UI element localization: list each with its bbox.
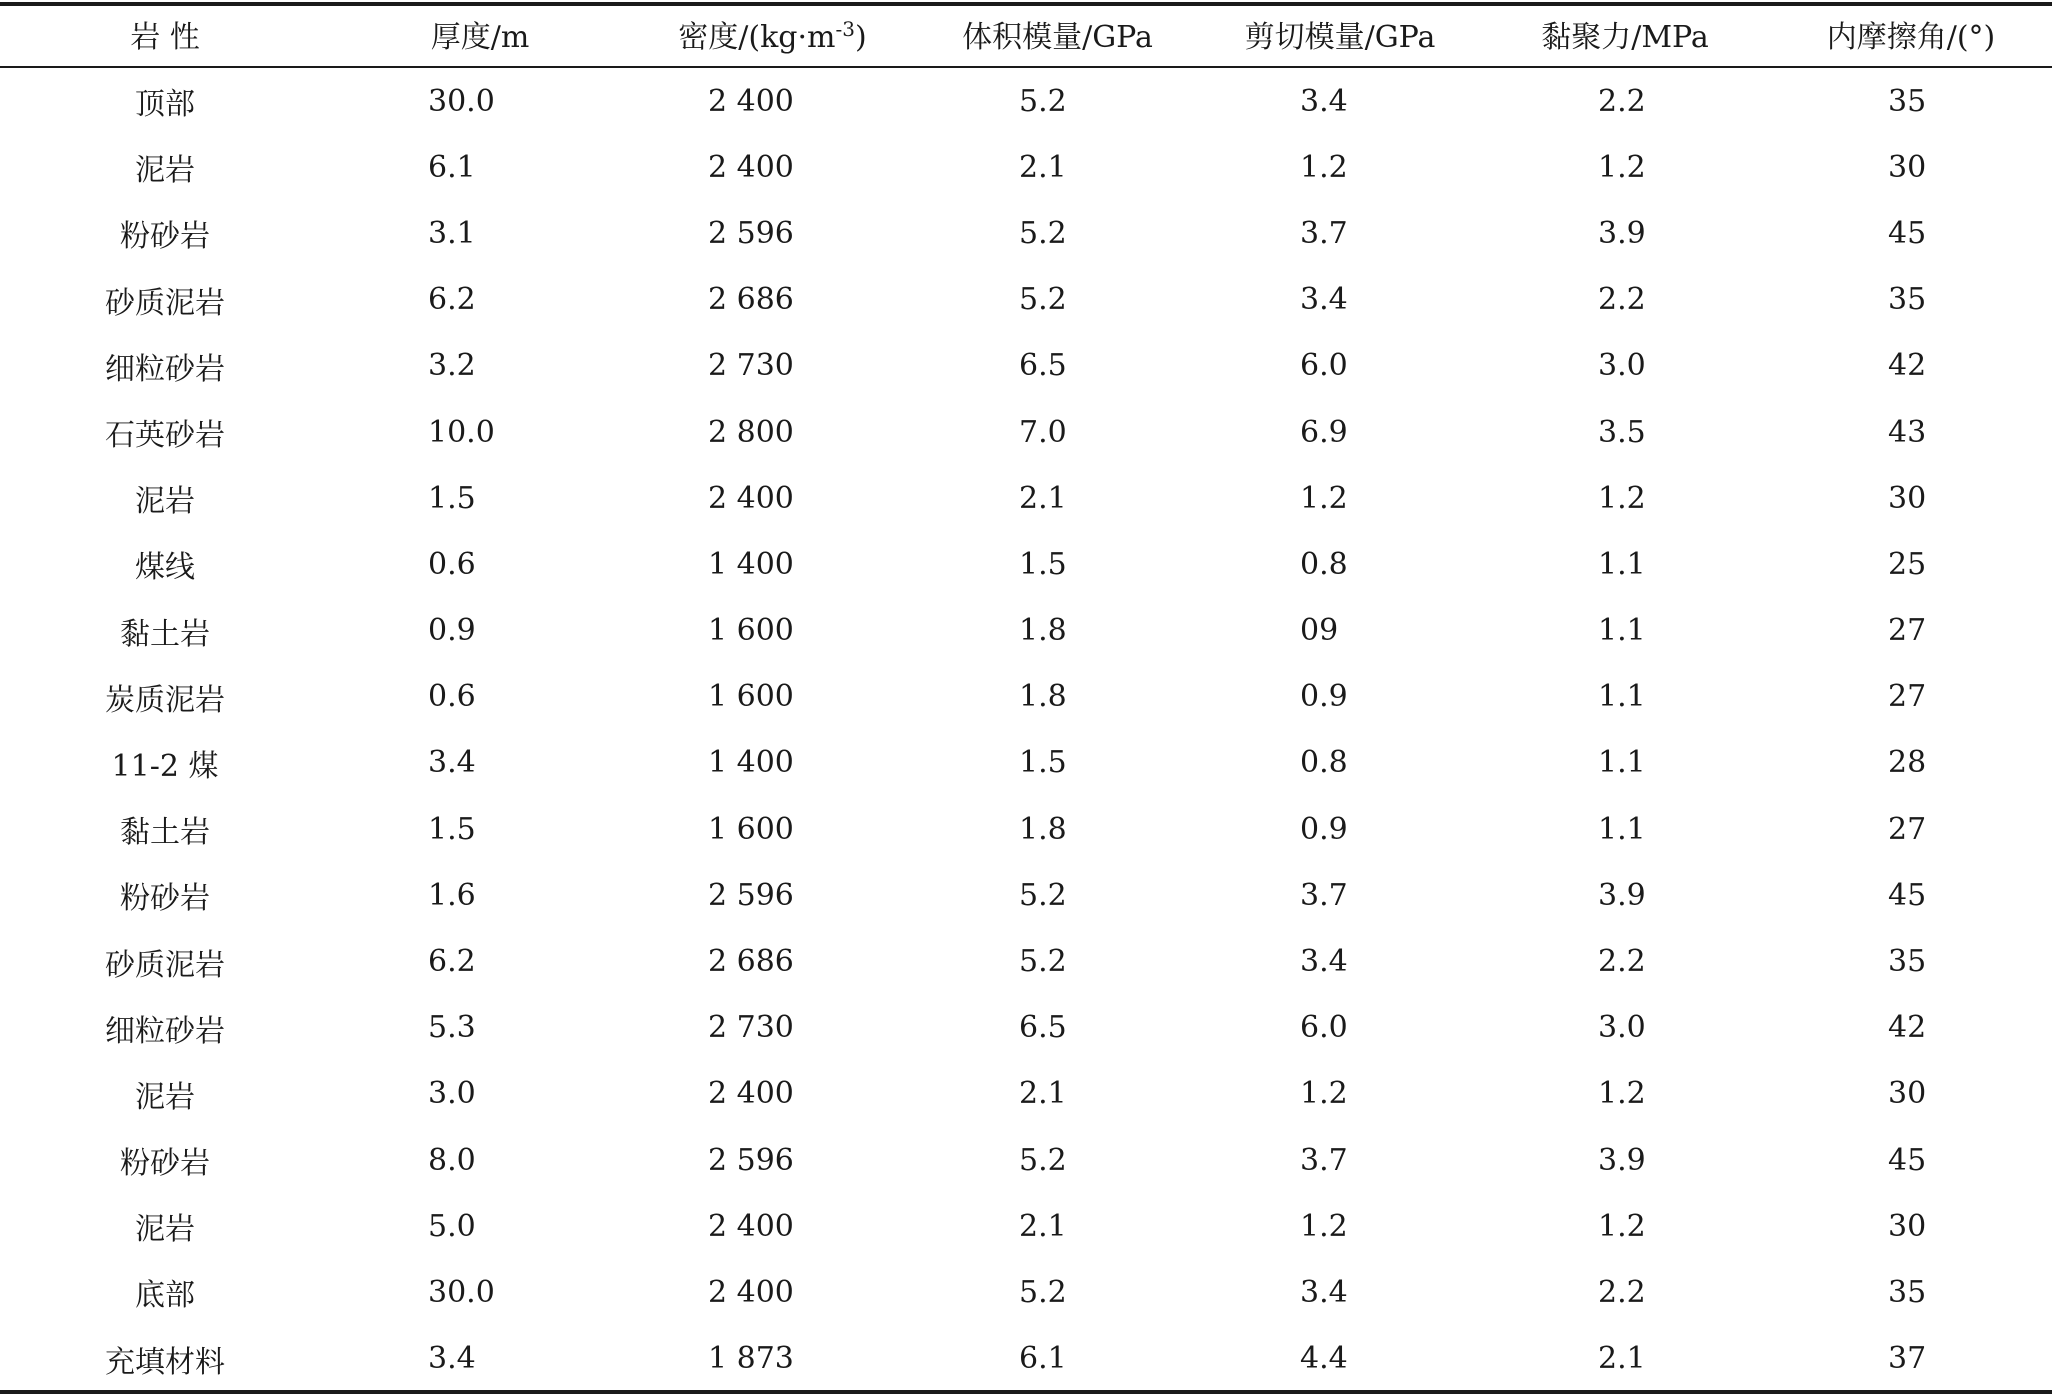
cell-lithology: 底部 (135, 1278, 195, 1314)
cell-bulk-modulus: 5.2 (1019, 944, 1067, 980)
cell-shear-modulus: 1.2 (1300, 1208, 1348, 1244)
cell-cohesion: 3.9 (1598, 877, 1646, 913)
cell-thickness: 5.3 (428, 1010, 476, 1046)
cell-thickness: 10.0 (428, 414, 495, 450)
cell-bulk-modulus: 1.5 (1019, 546, 1067, 582)
cell-shear-modulus: 6.0 (1300, 348, 1348, 384)
cell-shear-modulus: 3.7 (1300, 877, 1348, 913)
cell-density: 2 400 (708, 480, 794, 516)
cell-shear-modulus: 3.4 (1300, 944, 1348, 980)
cell-thickness: 0.6 (428, 679, 476, 715)
cell-bulk-modulus: 5.2 (1019, 83, 1067, 119)
cell-friction-angle: 27 (1888, 679, 1927, 715)
cell-lithology: 细粒砂岩 (105, 1013, 225, 1049)
cell-cohesion: 1.2 (1598, 480, 1646, 516)
cell-cohesion: 3.9 (1598, 1142, 1646, 1178)
cell-bulk-modulus: 2.1 (1019, 149, 1067, 185)
cell-density: 2 400 (708, 83, 794, 119)
cell-thickness: 3.4 (428, 745, 476, 781)
cell-cohesion: 3.0 (1598, 348, 1646, 384)
cell-thickness: 3.2 (428, 348, 476, 384)
cell-thickness: 1.5 (428, 811, 476, 847)
cell-friction-angle: 30 (1888, 1076, 1927, 1112)
cell-density: 2 400 (708, 1076, 794, 1112)
table-row (0, 862, 2052, 928)
table-row (0, 1326, 2052, 1392)
cell-density: 1 600 (708, 811, 794, 847)
cell-density: 2 730 (708, 348, 794, 384)
cell-bulk-modulus: 1.8 (1019, 613, 1067, 649)
cell-bulk-modulus: 2.1 (1019, 1076, 1067, 1112)
cell-cohesion: 1.1 (1598, 679, 1646, 715)
cell-lithology: 炭质泥岩 (105, 682, 225, 718)
cell-lithology: 泥岩 (135, 484, 195, 520)
header-bulk-modulus: 体积模量/GPa (962, 20, 1153, 55)
cell-thickness: 6.1 (428, 149, 476, 185)
table-row (0, 399, 2052, 465)
table-row (0, 1193, 2052, 1259)
cell-shear-modulus: 3.7 (1300, 215, 1348, 251)
table-row (0, 995, 2052, 1061)
cell-lithology: 黏土岩 (120, 616, 210, 652)
cell-friction-angle: 28 (1888, 745, 1927, 781)
cell-friction-angle: 35 (1888, 1274, 1927, 1310)
table-row (0, 796, 2052, 862)
cell-thickness: 30.0 (428, 1274, 495, 1310)
table-row (0, 1061, 2052, 1127)
cell-bulk-modulus: 5.2 (1019, 1274, 1067, 1310)
cell-density: 2 730 (708, 1010, 794, 1046)
cell-friction-angle: 30 (1888, 1208, 1927, 1244)
table-row (0, 928, 2052, 994)
cell-thickness: 5.0 (428, 1208, 476, 1244)
cell-shear-modulus: 1.2 (1300, 149, 1348, 185)
cell-shear-modulus: 3.4 (1300, 83, 1348, 119)
cell-lithology: 砂质泥岩 (105, 947, 225, 983)
cell-shear-modulus: 3.7 (1300, 1142, 1348, 1178)
header-density-text: 密度/(kg·m (678, 20, 836, 55)
cell-lithology: 顶部 (135, 87, 195, 123)
cell-friction-angle: 35 (1888, 944, 1927, 980)
table-row (0, 333, 2052, 399)
cell-lithology: 煤线 (135, 550, 195, 586)
table-row (0, 134, 2052, 200)
table-row (0, 465, 2052, 531)
cell-bulk-modulus: 2.1 (1019, 1208, 1067, 1244)
cell-density: 2 596 (708, 215, 794, 251)
cell-cohesion: 2.2 (1598, 83, 1646, 119)
cell-friction-angle: 30 (1888, 480, 1927, 516)
cell-cohesion: 1.1 (1598, 745, 1646, 781)
cell-shear-modulus: 0.8 (1300, 546, 1348, 582)
cell-cohesion: 1.1 (1598, 546, 1646, 582)
cell-cohesion: 1.2 (1598, 1208, 1646, 1244)
cell-thickness: 3.0 (428, 1076, 476, 1112)
header-density-exponent: -3 (835, 17, 855, 41)
cell-friction-angle: 45 (1888, 877, 1927, 913)
cell-thickness: 1.6 (428, 877, 476, 913)
cell-thickness: 3.4 (428, 1341, 476, 1377)
cell-lithology: 泥岩 (135, 153, 195, 189)
cell-shear-modulus: 09 (1300, 613, 1339, 649)
header-friction-angle: 内摩擦角/(°) (1826, 20, 1996, 55)
table-row (0, 730, 2052, 796)
cell-bulk-modulus: 2.1 (1019, 480, 1067, 516)
cell-shear-modulus: 0.9 (1300, 811, 1348, 847)
cell-cohesion: 2.2 (1598, 1274, 1646, 1310)
cell-bulk-modulus: 1.5 (1019, 745, 1067, 781)
cell-bulk-modulus: 5.2 (1019, 215, 1067, 251)
cell-thickness: 0.9 (428, 613, 476, 649)
table-row (0, 68, 2052, 134)
cell-density: 2 596 (708, 1142, 794, 1178)
cell-lithology: 石英砂岩 (105, 418, 225, 454)
cell-friction-angle: 45 (1888, 215, 1927, 251)
cell-thickness: 6.2 (428, 944, 476, 980)
cell-cohesion: 2.1 (1598, 1341, 1646, 1377)
cell-cohesion: 1.1 (1598, 811, 1646, 847)
cell-friction-angle: 45 (1888, 1142, 1927, 1178)
cell-thickness: 30.0 (428, 83, 495, 119)
cell-cohesion: 3.5 (1598, 414, 1646, 450)
cell-bulk-modulus: 5.2 (1019, 1142, 1067, 1178)
cell-bulk-modulus: 7.0 (1019, 414, 1067, 450)
cell-density: 2 596 (708, 877, 794, 913)
cell-shear-modulus: 0.8 (1300, 745, 1348, 781)
cell-shear-modulus: 6.0 (1300, 1010, 1348, 1046)
cell-density: 1 600 (708, 613, 794, 649)
table-row (0, 200, 2052, 266)
cell-density: 1 600 (708, 679, 794, 715)
cell-shear-modulus: 1.2 (1300, 480, 1348, 516)
cell-lithology: 黏土岩 (120, 815, 210, 851)
table-row (0, 1127, 2052, 1193)
cell-friction-angle: 35 (1888, 83, 1927, 119)
header-row (0, 0, 2052, 68)
cell-shear-modulus: 6.9 (1300, 414, 1348, 450)
cell-bulk-modulus: 6.1 (1019, 1341, 1067, 1377)
cell-lithology: 细粒砂岩 (105, 351, 225, 387)
cell-thickness: 6.2 (428, 282, 476, 318)
cell-friction-angle: 42 (1888, 1010, 1927, 1046)
cell-lithology: 充填材料 (105, 1344, 225, 1380)
cell-density: 1 873 (708, 1341, 794, 1377)
cell-density: 2 686 (708, 944, 794, 980)
cell-friction-angle: 42 (1888, 348, 1927, 384)
cell-friction-angle: 35 (1888, 282, 1927, 318)
cell-cohesion: 3.0 (1598, 1010, 1646, 1046)
cell-lithology: 砂质泥岩 (105, 285, 225, 321)
cell-bulk-modulus: 1.8 (1019, 679, 1067, 715)
cell-lithology: 泥岩 (135, 1079, 195, 1115)
cell-lithology: 11-2 煤 (111, 748, 219, 784)
cell-thickness: 0.6 (428, 546, 476, 582)
table-body (0, 68, 2052, 1392)
cell-friction-angle: 30 (1888, 149, 1927, 185)
cell-shear-modulus: 3.4 (1300, 282, 1348, 318)
cell-cohesion: 1.2 (1598, 149, 1646, 185)
header-density (630, 0, 915, 68)
cell-thickness: 8.0 (428, 1142, 476, 1178)
cell-friction-angle: 37 (1888, 1341, 1927, 1377)
cell-shear-modulus: 1.2 (1300, 1076, 1348, 1112)
table-row (0, 598, 2052, 664)
cell-lithology: 泥岩 (135, 1212, 195, 1248)
cell-bulk-modulus: 5.2 (1019, 877, 1067, 913)
cell-friction-angle: 27 (1888, 811, 1927, 847)
cell-shear-modulus: 4.4 (1300, 1341, 1348, 1377)
cell-cohesion: 1.2 (1598, 1076, 1646, 1112)
cell-bulk-modulus: 6.5 (1019, 1010, 1067, 1046)
cell-thickness: 3.1 (428, 215, 476, 251)
table-row (0, 664, 2052, 730)
cell-cohesion: 2.2 (1598, 282, 1646, 318)
cell-friction-angle: 27 (1888, 613, 1927, 649)
cell-lithology: 粉砂岩 (120, 219, 210, 255)
cell-bulk-modulus: 6.5 (1019, 348, 1067, 384)
cell-shear-modulus: 0.9 (1300, 679, 1348, 715)
cell-thickness: 1.5 (428, 480, 476, 516)
cell-lithology: 粉砂岩 (120, 1146, 210, 1182)
cell-density: 2 400 (708, 149, 794, 185)
cell-cohesion: 2.2 (1598, 944, 1646, 980)
cell-friction-angle: 25 (1888, 546, 1927, 582)
cell-density: 1 400 (708, 546, 794, 582)
cell-density: 1 400 (708, 745, 794, 781)
cell-bulk-modulus: 1.8 (1019, 811, 1067, 847)
cell-density: 2 686 (708, 282, 794, 318)
header-lithology: 岩 性 (130, 20, 200, 55)
cell-shear-modulus: 3.4 (1300, 1274, 1348, 1310)
table-row (0, 1259, 2052, 1325)
header-density-close: ) (854, 20, 867, 55)
header-cohesion: 黏聚力/MPa (1541, 20, 1709, 55)
cell-friction-angle: 43 (1888, 414, 1927, 450)
cell-cohesion: 1.1 (1598, 613, 1646, 649)
cell-density: 2 400 (708, 1274, 794, 1310)
table-row (0, 531, 2052, 597)
cell-density: 2 400 (708, 1208, 794, 1244)
header-thickness: 厚度/m (430, 20, 530, 55)
cell-lithology: 粉砂岩 (120, 881, 210, 917)
table-row (0, 267, 2052, 333)
cell-density: 2 800 (708, 414, 794, 450)
header-shear-modulus: 剪切模量/GPa (1244, 20, 1436, 55)
cell-bulk-modulus: 5.2 (1019, 282, 1067, 318)
cell-cohesion: 3.9 (1598, 215, 1646, 251)
